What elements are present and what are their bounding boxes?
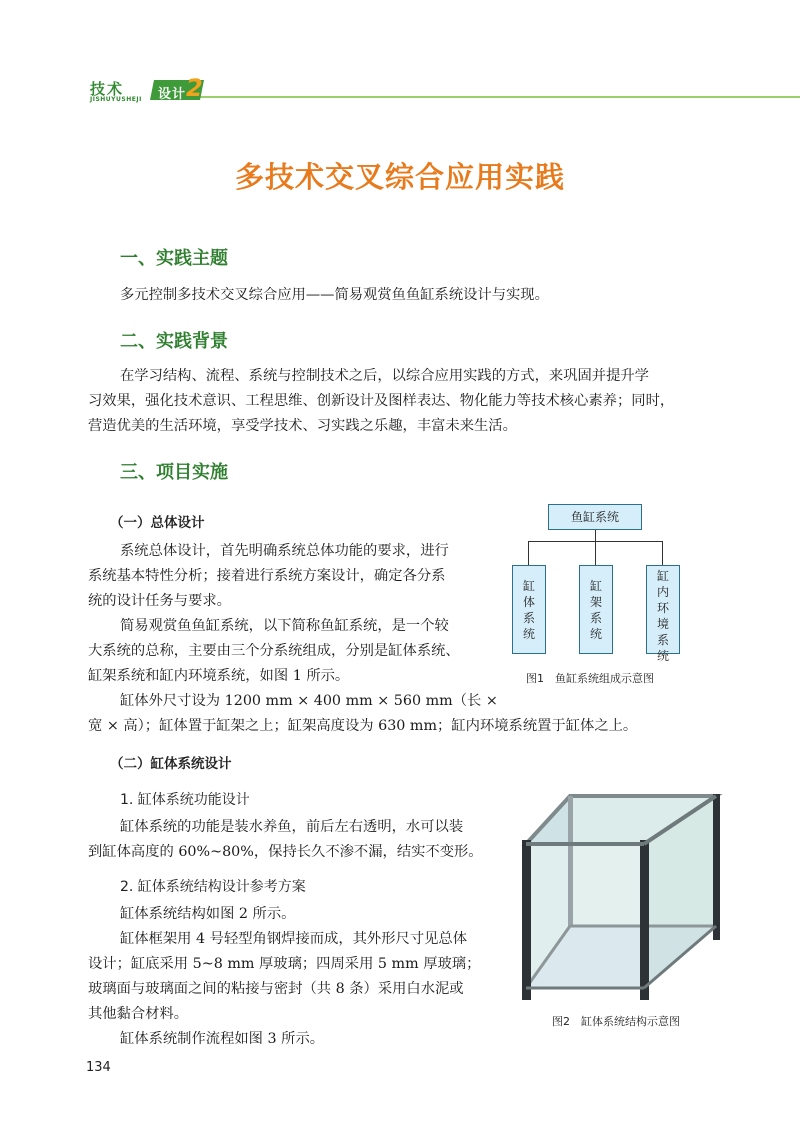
overall-line: 宽 × 高）；缸体置于缸架之上；缸架高度设为 630 mm；缸内环境系统置于缸体之上。 — [88, 718, 638, 734]
section-heading-2: 二、实践背景 — [120, 331, 228, 352]
fig1-connector — [528, 541, 529, 565]
page-number: 134 — [86, 1060, 111, 1075]
tank-structure-line: 其他黏合材料。 — [88, 1006, 189, 1022]
overall-line: 大系统的总称，主要由三个分系统组成，分别是缸体系统、 — [88, 643, 460, 659]
fig1-child-label: 缸内环境系统 — [656, 569, 669, 663]
page-title: 多技术交叉综合应用实践 — [234, 160, 565, 194]
header-brand-number: 2 — [186, 74, 203, 102]
overall-line: 缸体外尺寸设为 1200 mm × 400 mm × 560 mm（长 × — [120, 693, 498, 709]
item-heading-structure: 2. 缸体系统结构设计参考方案 — [120, 879, 306, 895]
fig1-child-label: 缸架系统 — [589, 579, 602, 641]
section-1-text: 多元控制多技术交叉综合应用——简易观赏鱼鱼缸系统设计与实现。 — [120, 287, 549, 303]
fig2-caption: 图2 缸体系统结构示意图 — [552, 1015, 680, 1028]
section-2-line: 习效果，强化技术意识、工程思维、创新设计及图样表达、物化能力等技术核心素养；同时， — [88, 393, 675, 409]
header-rule — [196, 96, 800, 98]
tank-function-line: 缸体系统的功能是装水养鱼，前后左右透明，水可以装 — [120, 819, 464, 835]
header-brand-subtitle: JISHUYUSHEJI — [90, 96, 142, 103]
overall-line: 统的设计任务与要求。 — [88, 593, 231, 609]
section-2-line: 在学习结构、流程、系统与控制技术之后，以综合应用实践的方式，来巩固并提升学 — [120, 368, 649, 384]
fig1-caption: 图1 鱼缸系统组成示意图 — [526, 672, 654, 685]
tank-structure-line: 缸体框架用 4 号轻型角钢焊接而成，其外形尺寸见总体 — [120, 931, 468, 947]
overall-line: 系统基本特性分析；接着进行系统方案设计，确定各分系 — [88, 568, 446, 584]
tank-structure-line: 缸体系统制作流程如图 3 所示。 — [120, 1031, 325, 1047]
subsection-heading-overall: （一）总体设计 — [110, 515, 205, 531]
header-brand-right: 设计 — [158, 87, 187, 102]
overall-line: 缸架系统和缸内环境系统，如图 1 所示。 — [88, 668, 350, 684]
tank-structure-line: 缸体系统结构如图 2 所示。 — [120, 906, 296, 922]
figure-2-tank-illustration — [518, 782, 724, 1004]
overall-line: 系统总体设计，首先明确系统总体功能的要求，进行 — [120, 543, 449, 559]
overall-line: 简易观赏鱼鱼缸系统，以下简称鱼缸系统，是一个较 — [120, 618, 449, 634]
fig1-connector — [662, 541, 663, 565]
section-heading-1: 一、实践主题 — [120, 248, 228, 269]
section-2-line: 营造优美的生活环境，享受学技术、习实践之乐趣，丰富未来生活。 — [88, 418, 517, 434]
fig1-root-box — [548, 504, 642, 530]
fig1-connector — [595, 530, 596, 541]
tank-structure-line: 设计；缸底采用 5~8 mm 厚玻璃；四周采用 5 mm 厚玻璃； — [88, 956, 481, 972]
subsection-heading-tank: （二）缸体系统设计 — [110, 756, 232, 772]
tank-function-line: 到缸体高度的 60%~80%，保持长久不渗不漏，结实不变形。 — [88, 844, 483, 860]
item-heading-function: 1. 缸体系统功能设计 — [120, 792, 250, 808]
fig1-connector — [595, 541, 596, 565]
fig1-child-label: 缸体系统 — [522, 579, 535, 641]
tank-structure-line: 玻璃面与玻璃面之间的粘接与密封（共 8 条）采用白水泥或 — [88, 981, 464, 997]
section-heading-3: 三、项目实施 — [120, 462, 228, 483]
header-brand-left: 技术 — [90, 80, 125, 98]
fig1-root-label: 鱼缸系统 — [570, 510, 619, 524]
